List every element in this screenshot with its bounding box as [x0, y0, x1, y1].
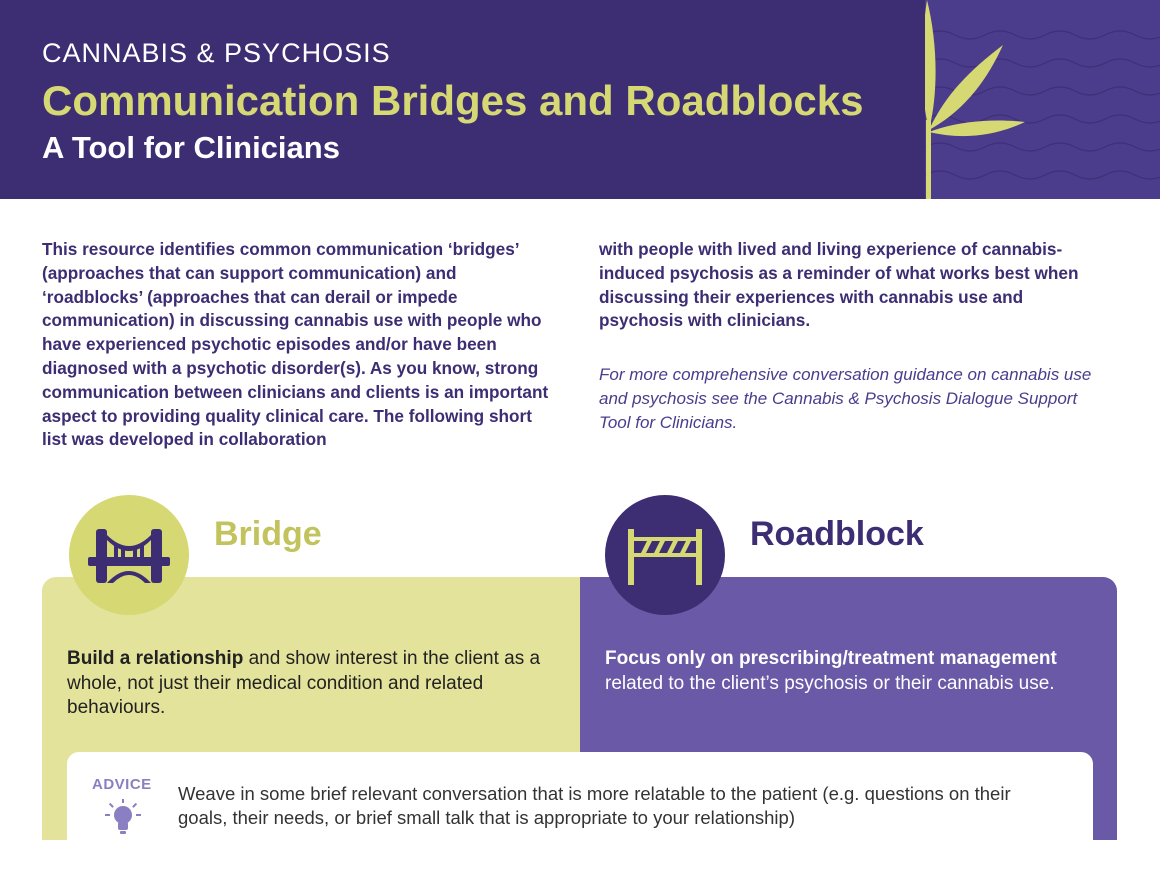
bridge-body: and show interest in the client as a whole, not just their medical condition and related behaviours. [67, 648, 541, 718]
roadblock-body: related to the client’s psychosis or their cannabis use. [605, 672, 1055, 694]
advice-label: ADVICE [92, 776, 152, 793]
header-banner [0, 0, 1160, 199]
roadblock-badge [605, 495, 725, 615]
roadblock-description [605, 647, 1095, 696]
lightbulb-icon [103, 799, 143, 840]
bridge-badge [69, 495, 189, 615]
roadblock-icon [626, 525, 704, 585]
roadblock-emphasis: Focus only on prescribing/treatment management [605, 648, 1057, 669]
advice-text: Weave in some brief relevant conversation that is more relatable to the patient (e.g. questions on their goals, their needs, or brief small talk that is appropriate to your relationship) [178, 783, 1011, 828]
bridge-icon [88, 527, 170, 583]
page-title: Communication Bridges and Roadblocks [42, 77, 864, 124]
bridge-description [67, 647, 557, 721]
intro-note: For more comprehensive conversation guidance on cannabis use and psychosis see the Cannabis & Psychosis Dialogue Support Tool for Clinicians. [599, 365, 1092, 432]
advice-card [67, 752, 1093, 872]
roadblock-heading: Roadblock [750, 515, 924, 553]
header-decoration [925, 0, 1160, 199]
intro-paragraph-left: This resource identifies common communication ‘bridges’ (approaches that can support communication) and ‘roadblocks’ (approaches that can derail or impede communication) in discussing cannabis use with people who have experienced psychotic episodes and/or have been diagnosed with a psychotic disorder(s). As you know, strong communication between clinicians and clients is an important aspect to providing quality clinical care. The following short list was developed in collaboration [42, 239, 549, 450]
header-kicker: CANNABIS & PSYCHOSIS [42, 38, 391, 68]
cannabis-leaf-icon [925, 0, 1160, 199]
intro-paragraph-right: with people with lived and living experience of cannabis-induced psychosis as a reminder of what works best when discussing their experiences with cannabis use and psychosis with clinicians. [599, 239, 1079, 331]
bridge-heading: Bridge [214, 515, 322, 553]
bridge-emphasis: Build a relationship [67, 648, 244, 669]
page-subtitle: A Tool for Clinicians [42, 130, 340, 165]
